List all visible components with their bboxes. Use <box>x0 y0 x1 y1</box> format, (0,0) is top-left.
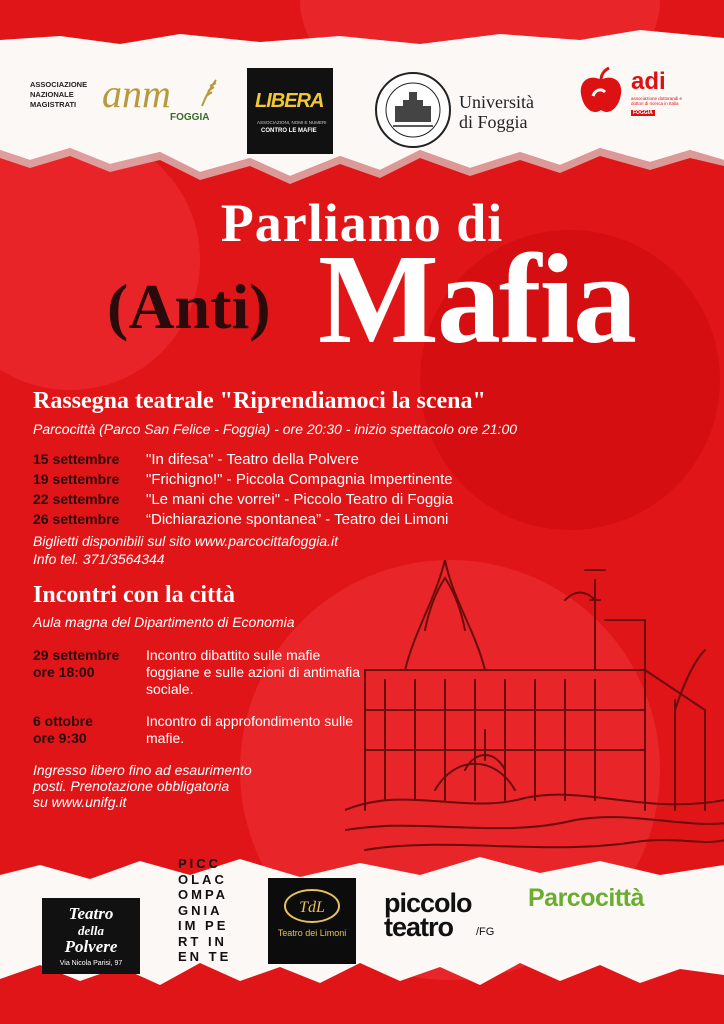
shows-list <box>33 449 693 529</box>
title-mafia: Mafia <box>318 228 635 370</box>
piccolo-line1: piccolo <box>384 888 472 918</box>
title-anti: (Anti) <box>107 271 271 342</box>
unifg-name-line1: Università <box>459 92 534 112</box>
piccolo-teatro-logo <box>384 888 504 944</box>
rassegna-heading: Rassegna teatrale "Riprendiamoci la scena" <box>33 388 486 414</box>
libera-sub: ASSOCIAZIONI, NOMI E NUMERI <box>257 120 327 125</box>
show-title: "Frichigno!" - Piccola Compagnia Impertinente <box>146 470 453 488</box>
show-date: 15 settembre <box>33 451 120 467</box>
polvere-name <box>42 906 140 955</box>
meeting-date-line2: ore 18:00 <box>33 664 95 680</box>
parcocitta-wordmark: Parcocittà <box>528 884 644 912</box>
libera-logo <box>247 68 333 154</box>
meeting-text: Incontro di approfondimento sulle mafie. <box>146 713 354 746</box>
meeting-text: Incontro dibattito sulle mafie foggiane e sulle azioni di antimafia sociale. <box>146 647 361 697</box>
polvere-line3: Polvere <box>64 937 118 956</box>
pci-line: RT IN <box>178 933 227 949</box>
university-seal-icon <box>373 70 453 150</box>
pci-line: GNIA <box>178 902 223 918</box>
rassegna-venue: Parcocittà (Parco San Felice - Foggia) - ore 20:30 - inizio spettacolo ore 21:00 <box>33 421 518 437</box>
incontri-venue: Aula magna del Dipartimento di Economia <box>33 614 295 630</box>
meeting-date <box>33 647 146 698</box>
polvere-address: Via Nicola Parisi, 97 <box>59 960 123 967</box>
piccolo-line2: teatro <box>384 912 454 942</box>
list-item <box>33 647 393 698</box>
list-item <box>33 469 693 489</box>
limoni-name: Teatro dei Limoni <box>277 928 347 938</box>
unifg-name <box>459 92 534 132</box>
parcocitta-logo <box>528 884 698 928</box>
libera-sub2: CONTRO LE MAFIE <box>261 128 317 134</box>
teatro-limoni-logo <box>268 878 356 964</box>
wheat-icon <box>198 78 218 108</box>
piccolo-fg: /FG <box>476 926 495 938</box>
libera-wordmark: LIBERA <box>255 90 324 112</box>
pci-line: OLAC <box>178 871 227 887</box>
meeting-date-line2: ore 9:30 <box>33 730 87 746</box>
phone-info: Info tel. 371/3564344 <box>33 551 165 567</box>
list-item <box>33 509 693 529</box>
incontri-heading: Incontri con la città <box>33 582 235 608</box>
anm-wordmark: anm <box>102 71 171 116</box>
title-line1: Parliamo di <box>220 193 504 253</box>
unifg-logo <box>373 68 553 154</box>
entry-info-line3: su www.unifg.it <box>33 794 127 810</box>
pci-line: PICC <box>178 856 222 871</box>
meeting-date-line1: 29 settembre <box>33 647 120 663</box>
show-date: 19 settembre <box>33 471 120 487</box>
list-item <box>33 489 693 509</box>
anm-city: FOGGIA <box>170 112 210 123</box>
meeting-date-line1: 6 ottobre <box>33 713 93 729</box>
show-date: 26 settembre <box>33 511 120 527</box>
apple-icon <box>575 66 627 118</box>
adi-logo <box>575 64 685 120</box>
show-title: "Le mani che vorrei" - Piccolo Teatro di Foggia <box>146 490 454 508</box>
unifg-name-line2: di Foggia <box>459 112 528 132</box>
tickets-info: Biglietti disponibili sul sito www.parcocittafoggia.it <box>33 533 339 549</box>
adi-city: FOGGIA <box>633 110 653 116</box>
pci-line: OMPA <box>178 887 229 902</box>
meeting-date <box>33 713 146 747</box>
show-title: "In difesa" - Teatro della Polvere <box>146 450 359 468</box>
show-title: “Dichiarazione spontanea” - Teatro dei Limoni <box>146 510 449 528</box>
list-item <box>33 449 693 469</box>
pci-line: IM PE <box>178 918 229 933</box>
show-date: 22 settembre <box>33 491 120 507</box>
palazzo-sketch-illustration <box>345 560 724 860</box>
anm-logo <box>30 70 220 130</box>
teatro-polvere-logo <box>42 898 140 974</box>
piccola-compagnia-logo <box>178 856 248 980</box>
limoni-mark: TdL <box>299 899 325 916</box>
limoni-emblem-icon <box>282 886 342 926</box>
list-item <box>33 713 393 747</box>
adi-wordmark: adi <box>631 68 666 95</box>
pci-line: EN TE <box>178 949 232 964</box>
adi-sub: associazione dottorandi e dottori di ricerca in Italia <box>631 96 683 106</box>
entry-info-line1: Ingresso libero fino ad esaurimento <box>33 762 252 778</box>
polvere-line2: della <box>78 923 104 938</box>
entry-info-line2: posti. Prenotazione obbligatoria <box>33 778 230 794</box>
anm-assoc-text: ASSOCIAZIONE NAZIONALE MAGISTRATI <box>30 80 88 109</box>
polvere-line1: Teatro <box>68 904 114 923</box>
